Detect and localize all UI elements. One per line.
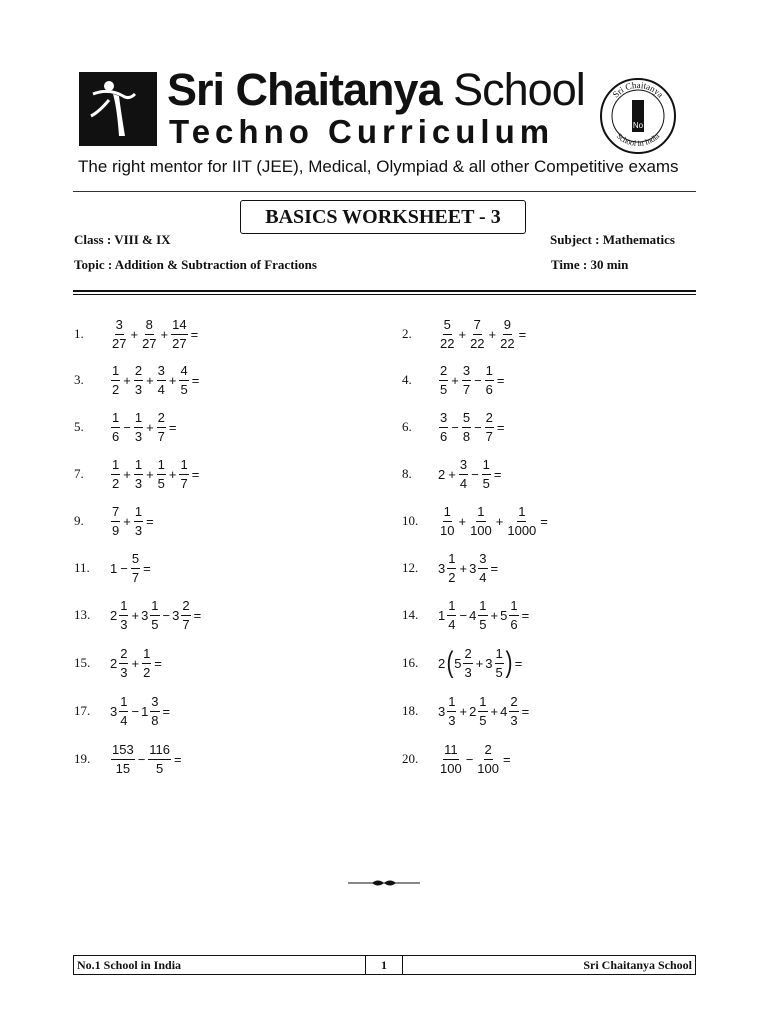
numerator: 1 xyxy=(509,599,518,616)
denominator: 5 xyxy=(440,381,448,397)
fraction xyxy=(131,552,140,585)
denominator: 4 xyxy=(157,381,165,397)
operator: = xyxy=(191,466,200,482)
school-name-plain: School xyxy=(453,64,585,115)
denominator: 100 xyxy=(440,760,462,776)
numerator: 1 xyxy=(142,647,151,664)
denominator: 6 xyxy=(440,428,448,444)
numerator: 2 xyxy=(157,411,166,428)
operator: = xyxy=(146,513,154,529)
denominator: 27 xyxy=(172,335,187,351)
numerator: 8 xyxy=(145,318,154,335)
problem-expression xyxy=(110,593,203,637)
operator: + xyxy=(459,703,468,719)
whole-number: 3 xyxy=(110,703,118,719)
denominator: 3 xyxy=(448,712,456,728)
denominator: 5 xyxy=(157,475,165,491)
denominator: 3 xyxy=(464,664,472,680)
fraction xyxy=(469,318,485,351)
whole-number: 1 xyxy=(110,560,118,576)
problem-expression xyxy=(438,499,550,543)
operator: = xyxy=(496,419,505,435)
operator: − xyxy=(123,419,131,435)
fraction xyxy=(141,318,157,351)
whole-number: 3 xyxy=(438,560,446,576)
problem-number: 11. xyxy=(74,560,90,575)
problem-expression xyxy=(438,546,500,590)
numerator: 4 xyxy=(179,364,188,381)
denominator: 4 xyxy=(479,569,487,585)
fraction xyxy=(181,599,190,632)
denominator: 6 xyxy=(485,381,493,397)
operator: + xyxy=(475,655,484,671)
denominator: 3 xyxy=(134,475,143,491)
numerator: 2 xyxy=(181,599,190,616)
fraction xyxy=(463,647,472,680)
problem-expression xyxy=(438,593,531,637)
denominator: 2 xyxy=(112,475,120,491)
worksheet-title: BASICS WORKSHEET - 3 xyxy=(240,200,526,234)
whole-number: 3 xyxy=(172,607,180,623)
whole-number: 2 xyxy=(110,655,118,671)
problem-expression xyxy=(110,689,172,733)
operator: = xyxy=(514,655,523,671)
denominator: 27 xyxy=(112,335,127,351)
denominator: 22 xyxy=(470,335,485,351)
fraction xyxy=(157,364,166,397)
denominator: 27 xyxy=(142,335,157,351)
header-divider xyxy=(73,191,696,192)
denominator: 3 xyxy=(120,616,128,632)
numerator: 1 xyxy=(119,599,128,616)
denominator: 7 xyxy=(485,428,493,444)
denominator: 2 xyxy=(448,569,456,585)
numerator: 1 xyxy=(443,505,452,522)
problem-number: 1. xyxy=(74,326,84,341)
subject-label: Subject : Mathematics xyxy=(550,232,675,247)
fraction xyxy=(439,364,448,397)
fraction xyxy=(462,411,471,444)
problem-expression xyxy=(438,405,506,449)
curriculum-name: Techno Curriculum xyxy=(169,113,555,150)
numerator: 7 xyxy=(111,505,120,522)
problem-expression xyxy=(110,358,201,402)
problem-number: 20. xyxy=(402,751,419,766)
numerator: 153 xyxy=(111,743,135,760)
numerator: 1 xyxy=(476,505,485,522)
footer-right: Sri Chaitanya School xyxy=(583,958,692,972)
fraction xyxy=(439,411,448,444)
denominator: 8 xyxy=(462,428,471,444)
fraction xyxy=(482,458,491,491)
numerator: 1 xyxy=(150,599,159,616)
operator: + xyxy=(146,466,154,482)
school-seal-icon xyxy=(598,76,678,156)
fraction xyxy=(439,743,463,776)
parenthesis: ( xyxy=(446,646,454,679)
problem-number: 13. xyxy=(74,607,91,622)
fraction xyxy=(179,458,188,491)
denominator: 5 xyxy=(156,760,164,776)
problem-number: 6. xyxy=(402,419,412,434)
operator: = xyxy=(143,560,151,576)
ornament-divider-icon xyxy=(348,878,420,888)
whole-number: 1 xyxy=(141,703,149,719)
numerator: 1 xyxy=(119,695,128,712)
operator: + xyxy=(123,513,131,529)
numerator: 1 xyxy=(447,599,456,616)
operator: = xyxy=(174,751,182,767)
fraction xyxy=(179,364,188,397)
denominator: 100 xyxy=(470,522,492,538)
operator: = xyxy=(191,372,200,388)
numerator: 11 xyxy=(443,743,459,760)
denominator: 7 xyxy=(462,381,471,397)
numerator: 2 xyxy=(439,364,448,381)
footer-left: No.1 School in India xyxy=(74,956,366,974)
fraction xyxy=(157,458,166,491)
operator: − xyxy=(465,751,474,767)
numerator: 2 xyxy=(119,647,128,664)
fraction xyxy=(111,743,135,776)
svg-text:School in India xyxy=(615,131,662,148)
problem-number: 7. xyxy=(74,466,84,481)
whole-number: 1 xyxy=(438,607,446,623)
numerator: 2 xyxy=(485,411,494,428)
denominator: 6 xyxy=(112,428,120,444)
fraction xyxy=(478,599,487,632)
fraction xyxy=(111,318,127,351)
fraction xyxy=(447,599,456,632)
numerator: 5 xyxy=(462,411,471,428)
numerator: 7 xyxy=(473,318,482,335)
numerator: 1 xyxy=(134,411,143,428)
operator: + xyxy=(160,326,169,342)
denominator: 10 xyxy=(440,522,455,538)
numerator: 5 xyxy=(131,552,140,569)
problem-expression xyxy=(110,546,153,590)
operator: − xyxy=(131,703,140,719)
operator: = xyxy=(503,751,511,767)
operator: = xyxy=(168,419,177,435)
numerator: 1 xyxy=(478,599,487,616)
operator: + xyxy=(123,466,131,482)
fraction xyxy=(157,411,166,444)
denominator: 5 xyxy=(479,616,487,632)
fraction xyxy=(469,505,493,538)
fraction xyxy=(134,458,143,491)
operator: + xyxy=(168,466,177,482)
denominator: 8 xyxy=(151,712,159,728)
numerator: 2 xyxy=(134,364,143,381)
page-number: 1 xyxy=(366,956,403,974)
operator: + xyxy=(490,607,499,623)
denominator: 7 xyxy=(180,475,188,491)
problem-number: 8. xyxy=(402,466,412,481)
denominator: 2 xyxy=(143,664,151,680)
fraction xyxy=(111,458,120,491)
denominator: 22 xyxy=(440,335,455,351)
numerator: 9 xyxy=(503,318,512,335)
problem-number: 16. xyxy=(402,655,419,670)
problem-number: 14. xyxy=(402,607,419,622)
denominator: 5 xyxy=(180,381,188,397)
school-logo xyxy=(79,72,157,146)
numerator: 3 xyxy=(157,364,166,381)
fraction xyxy=(150,695,159,728)
problem-expression xyxy=(110,737,184,781)
denominator: 2 xyxy=(112,381,120,397)
problem-expression xyxy=(110,312,200,356)
fraction xyxy=(509,599,518,632)
operator: + xyxy=(488,326,497,342)
problem-number: 19. xyxy=(74,751,91,766)
operator: + xyxy=(495,513,504,529)
problem-expression xyxy=(438,452,503,496)
operator: − xyxy=(137,751,146,767)
numerator: 2 xyxy=(463,647,472,664)
fraction xyxy=(485,364,494,397)
operator: = xyxy=(162,703,171,719)
problem-number: 18. xyxy=(402,703,419,718)
denominator: 3 xyxy=(120,664,128,680)
whole-number: 3 xyxy=(469,560,477,576)
problem-number: 12. xyxy=(402,560,419,575)
numerator: 1 xyxy=(179,458,188,475)
operator: + xyxy=(123,372,131,388)
operator: − xyxy=(451,419,459,435)
denominator: 6 xyxy=(510,616,518,632)
time-label: Time : 30 min xyxy=(551,257,629,272)
operator: + xyxy=(458,326,467,342)
whole-number: 3 xyxy=(141,607,149,623)
numerator: 3 xyxy=(478,552,487,569)
numerator: 1 xyxy=(111,364,120,381)
problem-number: 17. xyxy=(74,703,91,718)
whole-number: 5 xyxy=(500,607,508,623)
whole-number: 2 xyxy=(110,607,118,623)
whole-number: 3 xyxy=(438,703,446,719)
denominator: 1000 xyxy=(507,522,537,538)
operator: − xyxy=(459,607,468,623)
problem-expression xyxy=(110,499,156,543)
problem-expression xyxy=(438,312,528,356)
fraction xyxy=(439,318,455,351)
operator: = xyxy=(518,326,527,342)
svg-text:Sri Chaitanya xyxy=(611,80,666,100)
operator: = xyxy=(540,513,548,529)
fraction xyxy=(142,647,151,680)
numerator: 1 xyxy=(111,411,120,428)
problem-expression xyxy=(438,641,524,685)
denominator: 3 xyxy=(134,428,143,444)
numerator: 1 xyxy=(485,364,494,381)
tagline: The right mentor for IIT (JEE), Medical, Olympiad & all other Competitive exams xyxy=(78,157,679,176)
numerator: 3 xyxy=(459,458,468,475)
seal-center-text: No xyxy=(632,121,644,130)
operator: + xyxy=(130,326,139,342)
double-rule-thick xyxy=(73,290,696,292)
fraction xyxy=(111,411,120,444)
problem-number: 3. xyxy=(74,372,84,387)
numerator: 1 xyxy=(134,505,143,522)
problem-number: 10. xyxy=(402,513,419,528)
operator: + xyxy=(131,655,140,671)
denominator: 3 xyxy=(134,381,143,397)
whole-number: 4 xyxy=(500,703,508,719)
fraction xyxy=(459,458,468,491)
operator: + xyxy=(448,466,456,482)
page-footer xyxy=(73,955,696,975)
operator: − xyxy=(474,372,482,388)
numerator: 3 xyxy=(115,318,124,335)
whole-number: 3 xyxy=(485,655,493,671)
numerator: 1 xyxy=(111,458,120,475)
whole-number: 2 xyxy=(438,466,446,482)
denominator: 15 xyxy=(115,760,131,776)
operator: + xyxy=(451,372,459,388)
denominator: 5 xyxy=(479,712,487,728)
problem-number: 9. xyxy=(74,513,84,528)
operator: = xyxy=(193,607,202,623)
fraction xyxy=(111,505,120,538)
fraction xyxy=(148,743,171,776)
operator: = xyxy=(154,655,162,671)
operator: + xyxy=(146,372,154,388)
denominator: 7 xyxy=(182,616,190,632)
whole-number: 2 xyxy=(469,703,477,719)
problem-number: 4. xyxy=(402,372,412,387)
operator: = xyxy=(521,703,530,719)
numerator: 1 xyxy=(447,552,456,569)
numerator: 1 xyxy=(495,647,504,664)
fraction xyxy=(509,695,518,728)
school-name-bold: Sri Chaitanya xyxy=(167,64,442,115)
seal-bottom-text: School in India xyxy=(614,131,662,149)
numerator: 5 xyxy=(443,318,452,335)
fraction xyxy=(119,647,128,680)
whole-number: 5 xyxy=(454,655,462,671)
fraction xyxy=(171,318,187,351)
problem-expression xyxy=(438,358,506,402)
numerator: 2 xyxy=(509,695,518,712)
parenthesis: ) xyxy=(505,646,513,679)
operator: = xyxy=(490,560,499,576)
fraction xyxy=(119,599,128,632)
numerator: 1 xyxy=(482,458,491,475)
fraction xyxy=(439,505,455,538)
whole-number: 4 xyxy=(469,607,477,623)
operator: + xyxy=(168,372,177,388)
numerator: 1 xyxy=(134,458,143,475)
problem-expression xyxy=(438,689,531,733)
numerator: 1 xyxy=(517,505,526,522)
denominator: 100 xyxy=(477,760,499,776)
numerator: 1 xyxy=(157,458,166,475)
denominator: 5 xyxy=(495,664,503,680)
problem-expression xyxy=(438,737,513,781)
denominator: 7 xyxy=(157,428,165,444)
operator: + xyxy=(458,513,467,529)
class-label: Class : VIII & IX xyxy=(74,232,171,247)
fraction xyxy=(495,647,504,680)
operator: − xyxy=(471,466,479,482)
denominator: 7 xyxy=(131,569,140,585)
operator: + xyxy=(131,607,140,623)
operator: + xyxy=(490,703,499,719)
denominator: 3 xyxy=(134,522,143,538)
topic-label: Topic : Addition & Subtraction of Fractions xyxy=(74,257,317,272)
double-rule-thin xyxy=(73,294,696,295)
numerator: 1 xyxy=(447,695,456,712)
problem-number: 5. xyxy=(74,419,84,434)
denominator: 3 xyxy=(510,712,518,728)
operator: + xyxy=(146,419,154,435)
operator: − xyxy=(120,560,128,576)
operator: + xyxy=(459,560,468,576)
fraction xyxy=(134,411,143,444)
problem-number: 15. xyxy=(74,655,91,670)
numerator: 1 xyxy=(478,695,487,712)
fraction xyxy=(134,364,143,397)
numerator: 14 xyxy=(171,318,187,335)
problem-expression xyxy=(110,405,178,449)
denominator: 4 xyxy=(120,712,128,728)
whole-number: 2 xyxy=(438,655,446,671)
school-name xyxy=(167,64,585,116)
numerator: 3 xyxy=(462,364,471,381)
operator: = xyxy=(521,607,530,623)
numerator: 3 xyxy=(439,411,448,428)
fraction xyxy=(447,552,456,585)
denominator: 9 xyxy=(112,522,120,538)
denominator: 4 xyxy=(448,616,456,632)
denominator: 22 xyxy=(500,335,515,351)
operator: = xyxy=(496,372,505,388)
fraction xyxy=(499,318,515,351)
operator: − xyxy=(474,419,482,435)
fraction xyxy=(476,743,500,776)
denominator: 5 xyxy=(482,475,490,491)
fraction xyxy=(134,505,143,538)
operator: = xyxy=(190,326,199,342)
problem-expression xyxy=(110,452,201,496)
fraction xyxy=(150,599,159,632)
runner-logo-icon xyxy=(79,72,157,146)
fraction xyxy=(485,411,494,444)
operator: − xyxy=(162,607,171,623)
operator: = xyxy=(493,466,502,482)
problem-expression xyxy=(110,641,164,685)
numerator: 2 xyxy=(484,743,493,760)
denominator: 4 xyxy=(459,475,468,491)
numerator: 116 xyxy=(148,743,171,760)
numerator: 3 xyxy=(150,695,159,712)
fraction xyxy=(462,364,471,397)
fraction xyxy=(119,695,128,728)
fraction xyxy=(478,695,487,728)
problem-number: 2. xyxy=(402,326,412,341)
fraction xyxy=(447,695,456,728)
fraction xyxy=(111,364,120,397)
fraction xyxy=(506,505,537,538)
denominator: 5 xyxy=(151,616,159,632)
seal-top-text: Sri Chaitanya xyxy=(610,79,666,100)
fraction xyxy=(478,552,487,585)
